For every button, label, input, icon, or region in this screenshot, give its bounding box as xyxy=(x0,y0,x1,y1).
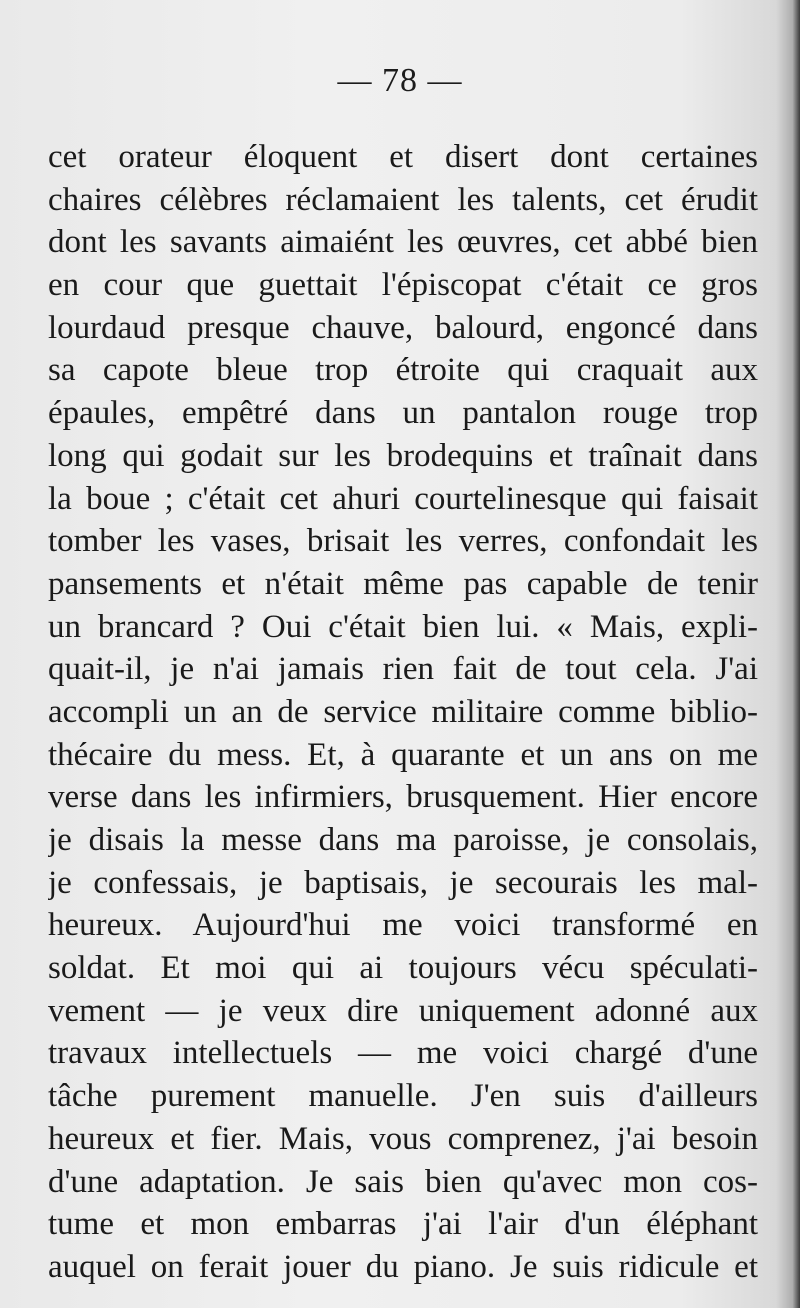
text-line: verse dans les infirmiers, brusquement. Hier encore xyxy=(48,779,758,816)
text-line: thécaire du mess. Et, à quarante et un ans on me xyxy=(48,736,758,773)
body-text xyxy=(48,136,758,1289)
text-line: je disais la messe dans ma paroisse, je consolais, xyxy=(48,822,758,858)
text-line: cet orateur éloquent et disert dont certaines xyxy=(48,139,758,175)
text-line: chaires célèbres réclamaient les talents, cet érudit xyxy=(48,181,758,218)
text-line: heureux. Aujourd'hui me voici transformé en xyxy=(48,907,758,944)
text-line: la boue ; c'était cet ahuri courtelinesque qui faisait xyxy=(48,480,758,517)
text-line: en cour que guettait l'épiscopat c'était ce gros xyxy=(48,267,758,304)
text-line: sa capote bleue trop étroite qui craquait aux xyxy=(48,352,758,389)
page-number: — 78 — xyxy=(337,62,463,99)
text-line: épaules, empêtré dans un pantalon rouge trop xyxy=(48,395,758,432)
page-edge-shadow xyxy=(792,0,800,1308)
text-line: tomber les vases, brisait les verres, confondait les xyxy=(48,523,758,560)
text-line: dont les savants aimaiént les œuvres, cet abbé bien xyxy=(48,224,758,261)
text-line: long qui godait sur les brodequins et traînait dans xyxy=(48,437,758,474)
text-line: accompli un an de service militaire comme biblio- xyxy=(48,693,758,730)
text-line: auquel on ferait jouer du piano. Je suis ridicule et xyxy=(48,1248,758,1285)
text-line: tume et mon embarras j'ai l'air d'un éléphant xyxy=(48,1206,758,1243)
text-line: heureux et fier. Mais, vous comprenez, j'ai besoin xyxy=(48,1120,758,1157)
text-line: tâche purement manuelle. J'en suis d'ailleurs xyxy=(48,1078,758,1115)
text-line: un brancard ? Oui c'était bien lui. « Mais, expli- xyxy=(48,608,758,645)
text-line: vement — je veux dire uniquement adonné aux xyxy=(48,992,758,1029)
text-line: soldat. Et moi qui ai toujours vécu spéculati- xyxy=(48,950,758,987)
text-line: d'une adaptation. Je sais bien qu'avec mon cos- xyxy=(48,1163,758,1200)
text-line: lourdaud presque chauve, balourd, engoncé dans xyxy=(48,309,758,346)
text-line: quait-il, je n'ai jamais rien fait de tout cela. J'ai xyxy=(48,651,758,688)
text-line: travaux intellectuels — me voici chargé d'une xyxy=(48,1035,758,1072)
text-line: pansements et n'était même pas capable de tenir xyxy=(48,565,758,602)
text-line: je confessais, je baptisais, je secourais les mal- xyxy=(48,864,758,901)
